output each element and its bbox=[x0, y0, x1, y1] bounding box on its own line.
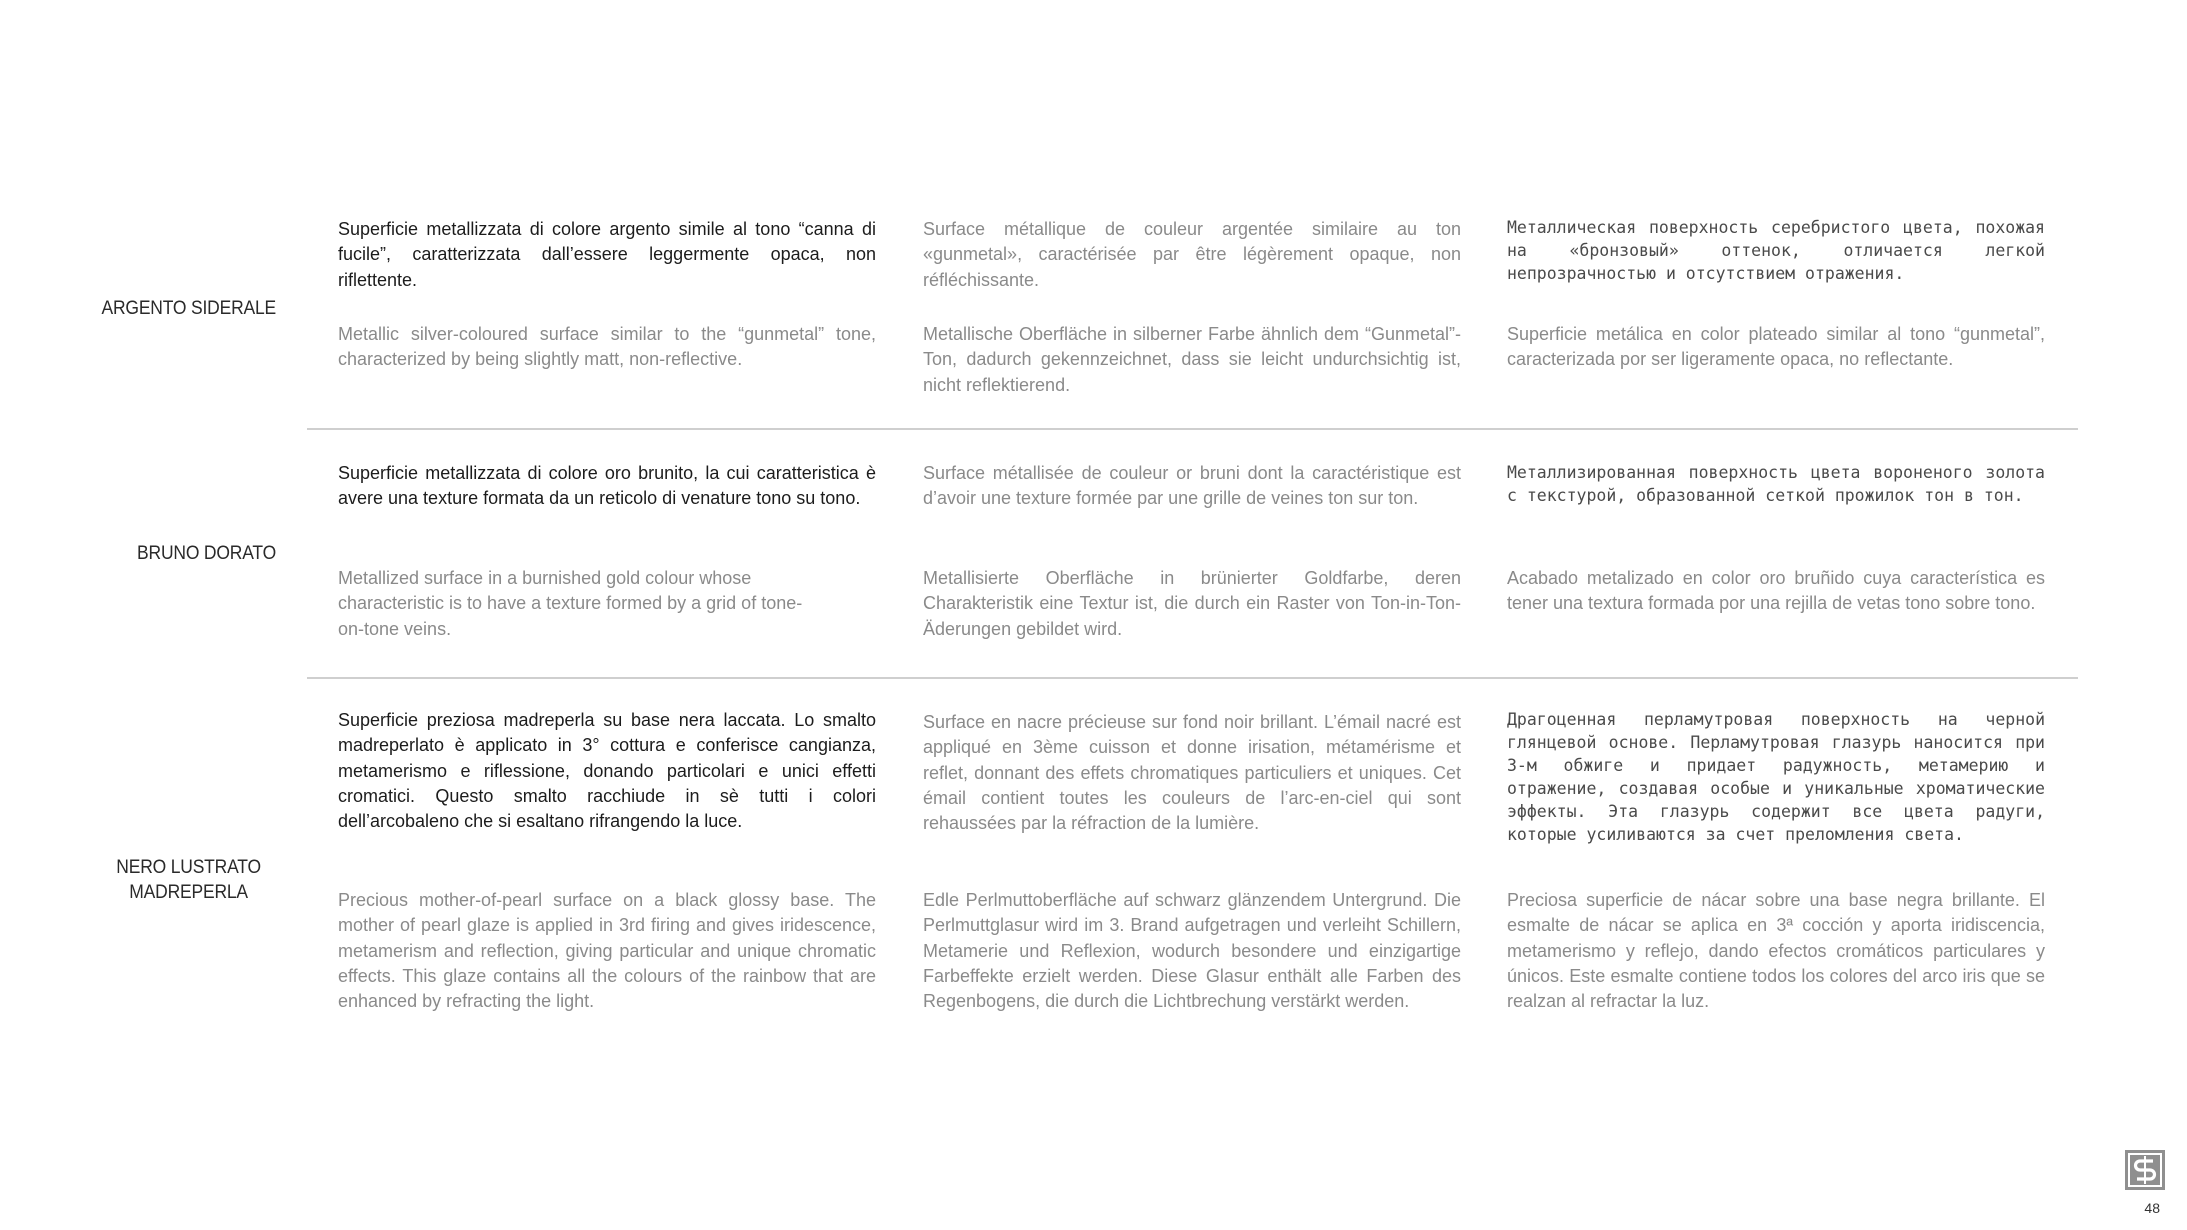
description-english: Metallic silver-coloured surface similar to the “gunmetal” tone, characterized by being slightly matt, non-reflective. bbox=[338, 324, 876, 370]
description-italian: Superficie preziosa madreperla su base nera laccata. Lo smalto madreperlato è applicato in 3° cottura e conferisce cangianza, metamerismo e riflessione, donando particolari e unici effetti cromatici. Questo smalto racchiude in sè tutti i colori dell’arcobaleno che si esaltano rifrangendo la luce. bbox=[338, 710, 876, 832]
description-french: Surface métallisée de couleur or bruni dont la caractéristique est d’avoir une texture formée par une grille de veines ton sur ton. bbox=[923, 463, 1461, 509]
description-french: Surface métallique de couleur argentée similaire au ton «gunmetal», caractérisée par être légèrement opaque, non réfléchissante. bbox=[923, 219, 1461, 290]
section-divider bbox=[307, 677, 2078, 679]
section-divider bbox=[307, 428, 2078, 430]
description-italian: Superficie metallizzata di colore oro brunito, la cui caratteristica è avere una texture formata da un reticolo di venature tono su tono. bbox=[338, 463, 876, 509]
description-english: Precious mother-of-pearl surface on a black glossy base. The mother of pearl glaze is applied in 3rd firing and gives iridescence, metamerism and reflection, giving particular and unique chromatic effects. This glaze contains all the colours of the rainbow that are enhanced by refracting the light. bbox=[338, 890, 876, 1012]
description-russian: Драгоценная перламутровая поверхность на черной глянцевой основе. Перламутровая глазурь наносится при 3-м обжиге и придает радужность, метамерию и отражение, создавая особые и уникальные хроматические эффекты. Эта глазурь содержит все цвета радуги, которые усиливаются за счет преломления света. bbox=[1507, 710, 2045, 844]
description-russian: Металлизированная поверхность цвета вороненого золота с текстурой, образованной сеткой прожилок тон в тон. bbox=[1507, 463, 2045, 505]
description-spanish: Acabado metalizado en color oro bruñido cuya característica es tener una textura formada por una rejilla de vetas tono sobre tono. bbox=[1507, 568, 2045, 614]
page-number: 48 bbox=[2144, 1200, 2160, 1216]
brand-logo-icon bbox=[2125, 1150, 2165, 1190]
description-german: Metallische Oberfläche in silberner Farbe ähnlich dem “Gunmetal”-Ton, dadurch gekennzeichnet, dass sie leicht undurchsichtig ist, nicht reflektierend. bbox=[923, 324, 1461, 395]
description-russian: Металлическая поверхность серебристого цвета, похожая на «бронзовый» оттенок, отличается легкой непрозрачностью и отсутствием отражения. bbox=[1507, 218, 2045, 283]
description-french: Surface en nacre précieuse sur fond noir brillant. L’émail nacré est appliqué en 3ème cuisson et donne irisation, métamérisme et reflet, donnant des effets chromatiques particuliers et uniques. Cet émail contient toutes les couleurs de l’arc-en-ciel qui sont rehaussées par la réfraction de la lumière. bbox=[923, 712, 1461, 834]
finish-name: ARGENTO SIDERALE bbox=[101, 298, 276, 319]
finish-name: NERO LUSTRATO MADREPERLA bbox=[116, 857, 261, 903]
description-spanish: Superficie metálica en color plateado similar al tono “gunmetal”, caracterizada por ser ligeramente opaca, no reflectante. bbox=[1507, 324, 2045, 370]
description-english: Metallized surface in a burnished gold colour whose characteristic is to have a texture formed by a grid of tone-on-tone veins. bbox=[338, 568, 803, 639]
description-german: Metallisierte Oberfläche in brünierter Goldfarbe, deren Charakteristik eine Textur ist, die durch ein Raster von Ton-in-Ton-Äderungen gebildet wird. bbox=[923, 568, 1461, 639]
finish-name: BRUNO DORATO bbox=[137, 543, 276, 564]
description-german: Edle Perlmuttoberfläche auf schwarz glänzendem Untergrund. Die Perlmuttglasur wird im 3. Brand aufgetragen und verleiht Schillern, Metamerie und Reflexion, wodurch besondere und einzigartige Farbeffekte erzielt werden. Diese Glasur enthält alle Farben des Regenbogens, die durch die Lichtbrechung verstärkt werden. bbox=[923, 890, 1461, 1012]
description-spanish: Preciosa superficie de nácar sobre una base negra brillante. El esmalte de nácar se aplica en 3ª cocción y aporta iridiscencia, metamerismo y reflejo, dando efectos cromáticos particulares y únicos. Este esmalte contiene todos los colores del arco iris que se realzan al refractar la luz. bbox=[1507, 890, 2045, 1012]
description-italian: Superficie metallizzata di colore argento simile al tono “canna di fucile”, caratterizzata dall’essere leggermente opaca, non riflettente. bbox=[338, 219, 876, 290]
